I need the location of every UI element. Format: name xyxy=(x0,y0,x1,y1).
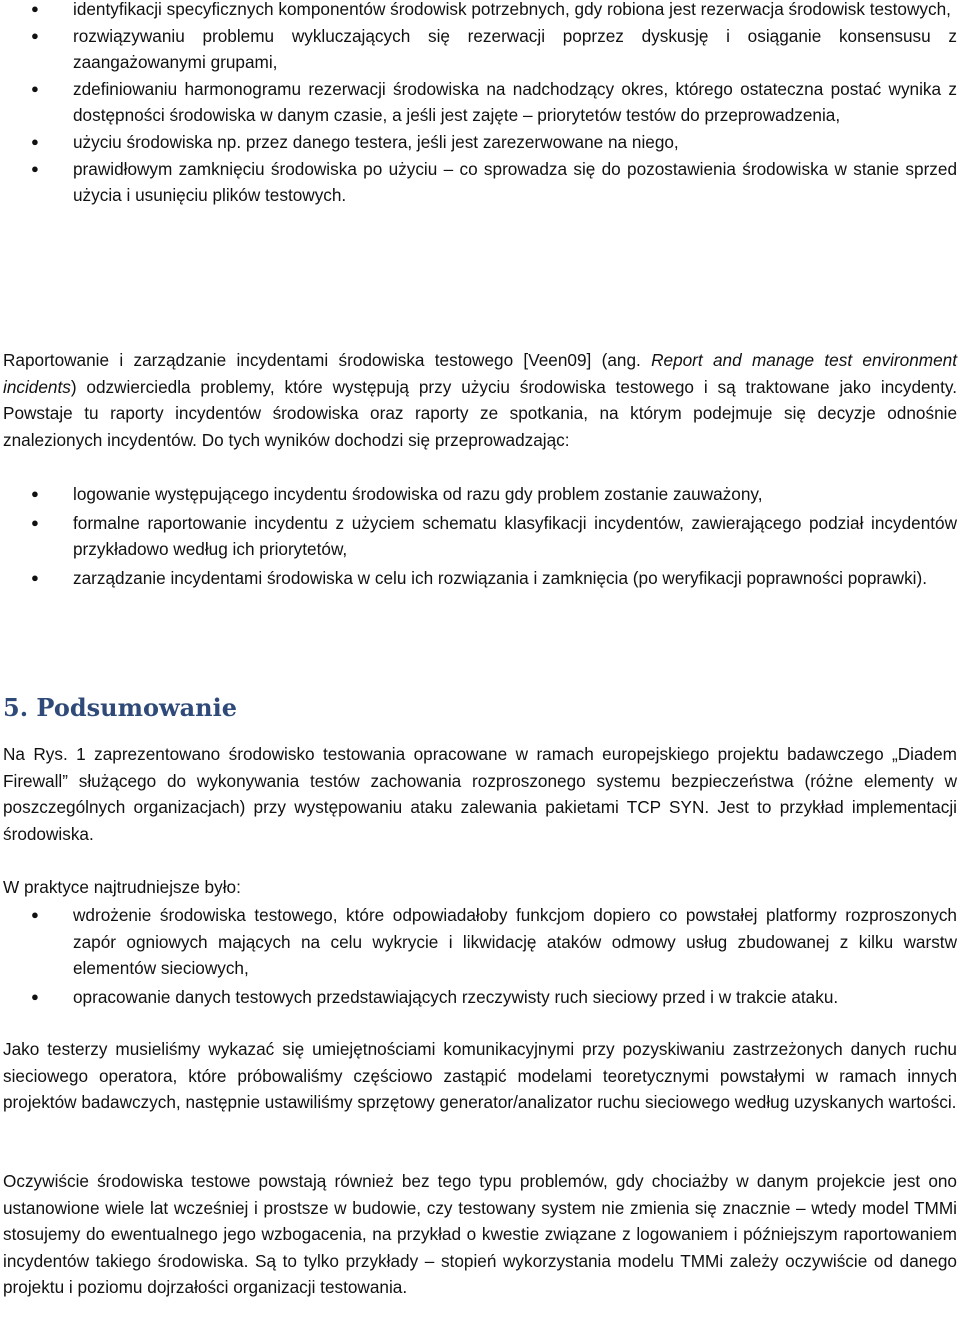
bullet-icon: ● xyxy=(31,988,39,1004)
bullet-icon: ● xyxy=(31,27,39,43)
list-item: ● prawidłowym zamknięciu środowiska po użyciu – co sprowadza się do pozostawienia środowiska w stanie sprzed użycia i usunięciu plików testowych. xyxy=(3,156,957,209)
section-heading: 5. Podsumowanie xyxy=(3,693,238,722)
list-item: ● identyfikacji specyficznych komponentów środowisk potrzebnych, gdy robiona jest rezerwacja środowisk testowych, xyxy=(3,0,957,23)
conclusion-paragraph: Oczywiście środowiska testowe powstają również bez tego typu problemów, gdy chociażby w danym projekcie jest ono ustanowione wiele lat wcześniej i prostsze w budowie, czy testowany system nie zmienia się znacznie – wtedy model TMMi stosujemy do ewentualnego jego wzbogacenia, na przykład o kwestie związane z logowaniem i późniejszym raportowaniem incydentów takiego środowiska. Są to tylko przykłady – stopień wykorzystania modelu TMMi zależy oczywiście od danego projektu i poziomu dojrzałości organizacji testowania. xyxy=(3,1171,957,1298)
reservation-list xyxy=(3,0,957,209)
incidents-list xyxy=(3,481,957,591)
bullet-icon: ● xyxy=(31,486,39,501)
bullet-icon: ● xyxy=(31,1,39,16)
bullet-icon: ● xyxy=(31,160,39,176)
list-item: ● zdefiniowaniu harmonogramu rezerwacji środowiska na nadchodzący okres, którego ostateczna postać wynika z dostępności środowiska w danym czasie, a jeśli jest zajęte – priorytetów testów do przeprowadzenia, xyxy=(3,76,957,129)
testers-paragraph: Jako testerzy musieliśmy wykazać się umiejętnościami komunikacyjnymi przy pozyskiwaniu zastrzeżonych danych ruchu sieciowego operatora, które próbowaliśmy częściowo zastąpić modelami teoretycznymi powstałymi w ramach innych projektów badawczych, następnie ustawiliśmy sprzętowy generator/analizator ruchu sieciowego według uzyskanych wartości. xyxy=(3,1039,957,1113)
list-item: ● użyciu środowiska np. przez danego testera, jeśli jest zarezerwowane na niego, xyxy=(3,129,957,156)
bullet-icon: ● xyxy=(31,569,39,585)
bullet-icon: ● xyxy=(31,907,39,922)
summary-paragraph: Na Rys. 1 zaprezentowano środowisko testowania opracowane w ramach europejskiego projektu badawczego „Diadem Firewall” służącego do wykonywania testów zachowania rozproszonego systemu bezpieczeństwa (różne elementy w poszczególnych organizacjach) przy występowaniu ataku zalewania pakietami TCP SYN. Jest to przykład implementacji środowiska. xyxy=(3,744,957,844)
bullet-icon: ● xyxy=(31,133,39,149)
bullet-icon: ● xyxy=(31,514,39,530)
list-item: ● opracowanie danych testowych przedstawiających rzeczywisty ruch sieciowy przed i w trakcie ataku. xyxy=(3,984,957,1011)
list-item: ● zarządzanie incydentami środowiska w celu ich rozwiązania i zamknięcia (po weryfikacji poprawności poprawki). xyxy=(3,565,957,592)
list-item: ● rozwiązywaniu problemu wykluczających się rezerwacji poprzez dyskusję i osiąganie konsensusu z zaangażowanymi grupami, xyxy=(3,23,957,76)
list-item: ● logowanie występującego incydentu środowiska od razu gdy problem zostanie zauważony, xyxy=(3,481,957,508)
incidents-paragraph: Raportowanie i zarządzanie incydentami środowiska testowego [Veen09] (ang. Report and manage test environment incidents) odzwierciedla problemy, które występują przy użyciu środowiska testowego i są traktowane jako incydenty. Powstaje tu raporty incydentów środowiska oraz raporty ze spotkania, na którym podejmuje się decyzje odnośnie znalezionych incydentów. Do tych wyników dochodzi się przeprowadzając: xyxy=(3,350,957,450)
bullet-icon: ● xyxy=(31,80,39,96)
list-item: ● wdrożenie środowiska testowego, które odpowiadałoby funkcjom dopiero co powstałej platformy rozproszonych zapór ogniowych mających na celu wykrycie i likwidację ataków odmowy usług zbudowanej z kilku warstw elementów sieciowych, xyxy=(3,902,957,982)
difficulties-intro: W praktyce najtrudniejsze było: xyxy=(3,877,241,897)
difficulties-list xyxy=(3,902,957,1010)
list-item: ● formalne raportowanie incydentu z użyciem schematu klasyfikacji incydentów, zawierającego podział incydentów przykładowo według ich priorytetów, xyxy=(3,510,957,563)
